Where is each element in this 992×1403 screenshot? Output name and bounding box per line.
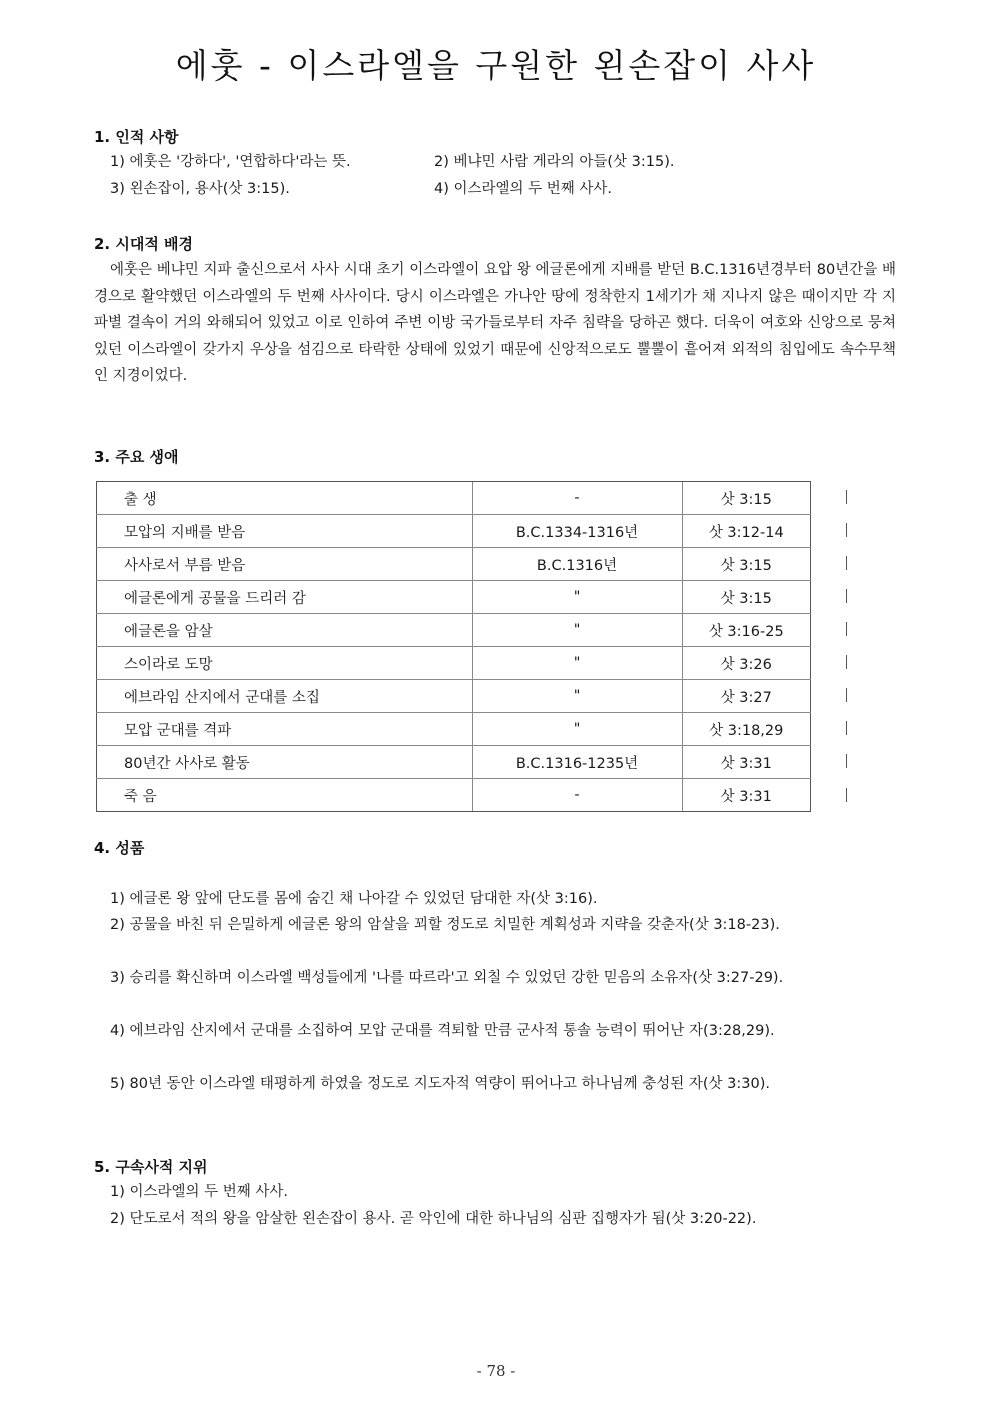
event-cell: 출 생 (97, 482, 473, 515)
date-cell: " (472, 680, 682, 713)
reference-cell: 삿 3:15 (682, 581, 810, 614)
event-cell: 에글론을 암살 (97, 614, 473, 647)
reference-cell: 삿 3:16-25 (682, 614, 810, 647)
table-edge-mark (846, 655, 847, 669)
page-title: 에훗 - 이스라엘을 구원한 왼손잡이 사사 (175, 46, 817, 85)
event-cell: 스이라로 도망 (97, 647, 473, 680)
event-cell: 모압 군대를 격파 (97, 713, 473, 746)
character-item: 3) 승리를 확신하며 이스라엘 백성들에게 '나를 따르라'고 외칠 수 있었던 강한 믿음의 소유자(삿 3:27-29). (110, 970, 784, 986)
reference-cell: 삿 3:31 (682, 779, 810, 812)
reference-cell: 삿 3:12-14 (682, 515, 810, 548)
event-cell: 에글론에게 공물을 드리러 감 (97, 581, 473, 614)
status-item: 2) 단도로서 적의 왕을 암살한 왼손잡이 용사. 곧 악인에 대한 하나님의 심판 집행자가 됨(삿 3:20-22). (110, 1211, 757, 1227)
table-row (97, 515, 811, 548)
table-row (97, 680, 811, 713)
character-item: 1) 에글론 왕 앞에 단도를 몸에 숨긴 채 나아갈 수 있었던 담대한 자(삿 3:16). (110, 891, 598, 907)
table-row (97, 647, 811, 680)
event-cell: 모압의 지배를 받음 (97, 515, 473, 548)
background-paragraph: 에훗은 베냐민 지파 출신으로서 사사 시대 초기 이스라엘이 요압 왕 에글론에게 지배를 받던 B.C.1316년경부터 80년간을 배경으로 활약했던 이스라엘의 두 번째 사사이다. 당시 이스라엘은 가나안 땅에 정착한지 1세기가 채 지나지 않은 때이지만 각 지파별 결속이 거의 와해되어 있었고 이로 인하여 주변 이방 국가들로부터 자주 침략을 당하곤 했다. 더욱이 여호와 신앙으로 뭉쳐있던 이스라엘이 갖가지 우상을 섬김으로 타락한 상태에 있었기 때문에 신앙적으로도 뿔뿔이 흩어져 외적의 침입에도 속수무책인 지경이었다. (94, 262, 896, 384)
profile-item: 1) 에훗은 '강하다', '연합하다'라는 뜻. (110, 154, 351, 170)
table-row (97, 779, 811, 812)
date-cell: - (472, 779, 682, 812)
table-edge-mark (846, 721, 847, 735)
profile-item: 2) 베냐민 사람 게라의 아들(삿 3:15). (434, 154, 675, 170)
table-row (97, 614, 811, 647)
table-edge-mark (846, 788, 847, 802)
reference-cell: 삿 3:31 (682, 746, 810, 779)
table-edge-mark (846, 622, 847, 636)
reference-cell: 삿 3:18,29 (682, 713, 810, 746)
table-edge-mark (846, 523, 847, 537)
event-cell: 사사로서 부름 받음 (97, 548, 473, 581)
reference-cell: 삿 3:26 (682, 647, 810, 680)
table-row (97, 581, 811, 614)
date-cell: " (472, 713, 682, 746)
table-edge-mark (846, 754, 847, 768)
date-cell: B.C.1316-1235년 (472, 746, 682, 779)
event-cell: 에브라임 산지에서 군대를 소집 (97, 680, 473, 713)
character-item: 2) 공물을 바친 뒤 은밀하게 에글론 왕의 암살을 꾀할 정도로 치밀한 계획성과 지략을 갖춘자(삿 3:18-23). (110, 917, 780, 933)
table-row (97, 482, 811, 515)
table-row (97, 713, 811, 746)
character-item: 4) 에브라임 산지에서 군대를 소집하여 모압 군대를 격퇴할 만큼 군사적 통솔 능력이 뛰어난 자(3:28,29). (110, 1023, 775, 1039)
event-cell: 죽 음 (97, 779, 473, 812)
section-heading-profile: 1. 인적 사항 (94, 128, 179, 146)
profile-item: 4) 이스라엘의 두 번째 사사. (434, 181, 612, 197)
character-item: 5) 80년 동안 이스라엘 태평하게 하였을 정도로 지도자적 역량이 뛰어나고 하나님께 충성된 자(삿 3:30). (110, 1076, 770, 1092)
date-cell: " (472, 614, 682, 647)
table-edge-mark (846, 490, 847, 504)
date-cell: - (472, 482, 682, 515)
date-cell: B.C.1316년 (472, 548, 682, 581)
table-edge-mark (846, 556, 847, 570)
reference-cell: 삿 3:15 (682, 548, 810, 581)
section-heading-character: 4. 성품 (94, 839, 145, 857)
table-edge-mark (846, 688, 847, 702)
section-heading-background: 2. 시대적 배경 (94, 235, 194, 253)
date-cell: B.C.1334-1316년 (472, 515, 682, 548)
date-cell: " (472, 647, 682, 680)
date-cell: " (472, 581, 682, 614)
table-row (97, 548, 811, 581)
section-heading-life: 3. 주요 생애 (94, 448, 179, 466)
reference-cell: 삿 3:15 (682, 482, 810, 515)
profile-item: 3) 왼손잡이, 용사(삿 3:15). (110, 181, 290, 197)
life-events-table (96, 481, 811, 812)
event-cell: 80년간 사사로 활동 (97, 746, 473, 779)
section-heading-status: 5. 구속사적 지위 (94, 1158, 208, 1176)
table-edge-mark (846, 589, 847, 603)
reference-cell: 삿 3:27 (682, 680, 810, 713)
status-item: 1) 이스라엘의 두 번째 사사. (110, 1184, 288, 1200)
page-number: - 78 - (476, 1362, 516, 1380)
table-row (97, 746, 811, 779)
